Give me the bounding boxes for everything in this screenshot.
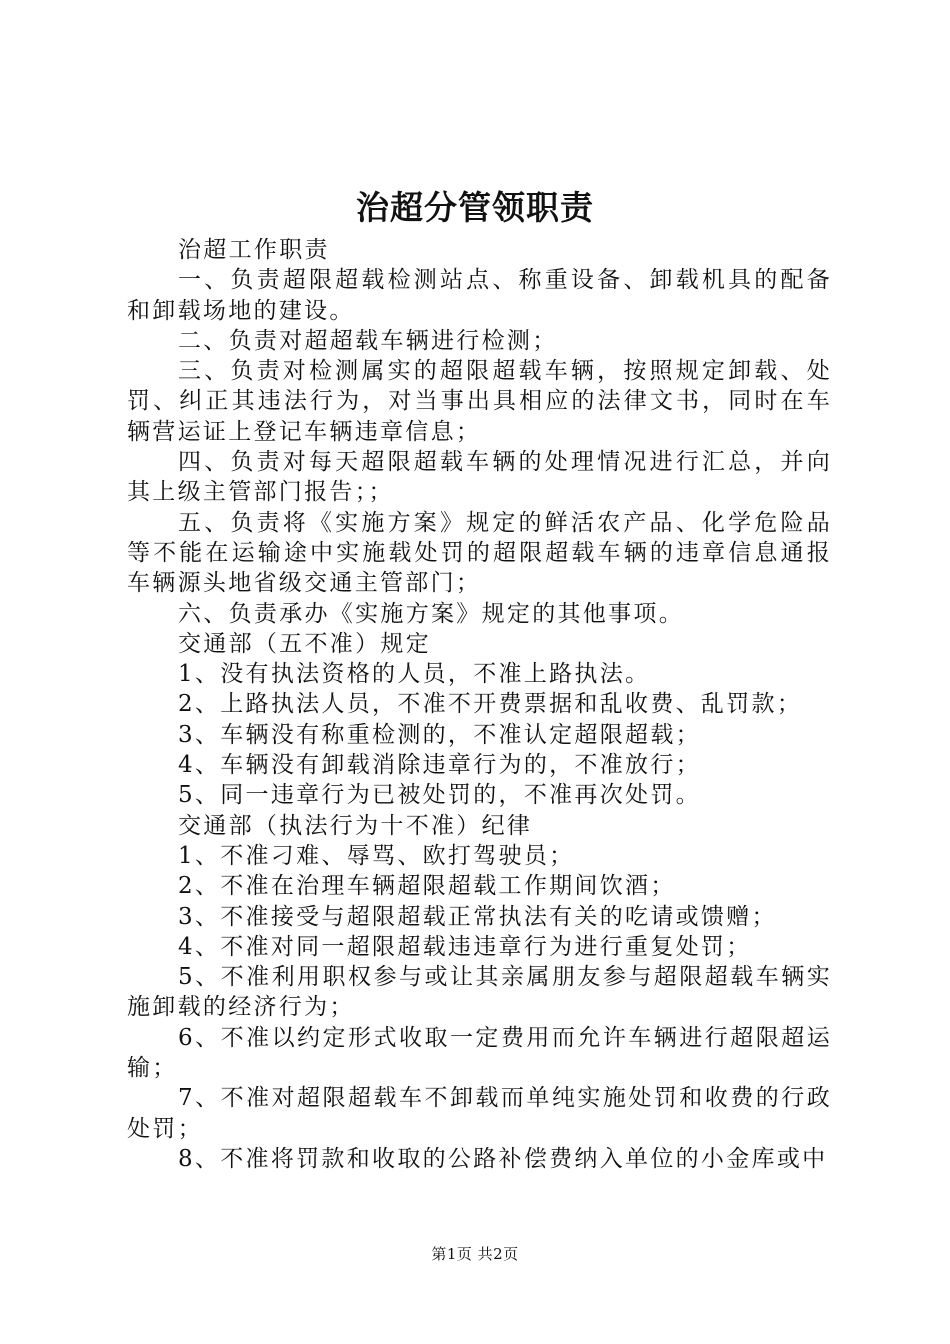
page-number-footer: 第1页 共2页 — [431, 1245, 519, 1263]
document-title: 治超分管领职责 — [356, 188, 594, 227]
paragraph: 7、不准对超限超载车不卸载而单纯实施处罚和收费的行政处罚； — [127, 1085, 832, 1142]
paragraph: 3、车辆没有称重检测的，不准认定超限超载； — [178, 721, 701, 748]
paragraph: 5、同一违章行为已被处罚的，不准再次处罚。 — [178, 782, 701, 809]
paragraph: 治超工作职责 — [178, 237, 330, 263]
paragraph: 4、不准对同一超限超载违违章行为进行重复处罚； — [178, 933, 752, 960]
document-body — [127, 235, 832, 1174]
paragraph: 四、负责对每天超限超载车辆的处理情况进行汇总，并向其上级主管部门报告；； — [127, 449, 832, 506]
paragraph: 五、负责将《实施方案》规定的鲜活农产品、化学危险品等不能在运输途中实施载处罚的超限超载车辆的违章信息通报车辆源头地省级交通主管部门； — [127, 509, 832, 597]
paragraph: 8、不准将罚款和收取的公路补偿费纳入单位的小金库或中 — [178, 1145, 828, 1172]
paragraph: 3、不准接受与超限超载正常执法有关的吃请或馈赠； — [178, 903, 777, 930]
paragraph: 三、负责对检测属实的超限超载车辆，按照规定卸载、处罚、纠正其违法行为，对当事出具相应的法律文书，同时在车辆营运证上登记车辆违章信息； — [127, 358, 832, 445]
paragraph: 一、负责超限超载检测站点、称重设备、卸载机具的配备和卸载场地的建设。 — [127, 267, 832, 324]
paragraph: 1、没有执法资格的人员，不准上路执法。 — [178, 661, 651, 688]
paragraph: 4、车辆没有卸载消除违章行为的，不准放行； — [178, 752, 701, 779]
paragraph: 6、不准以约定形式收取一定费用而允许车辆进行超限超运输； — [127, 1024, 832, 1082]
paragraph: 1、不准刁难、辱骂、欧打驾驶员； — [178, 842, 575, 869]
paragraph: 2、不准在治理车辆超限超载工作期间饮酒； — [178, 873, 676, 900]
paragraph: 六、负责承办《实施方案》规定的其他事项。 — [178, 600, 684, 627]
paragraph: 二、负责对超超载车辆进行检测； — [178, 327, 558, 354]
paragraph: 5、不准利用职权参与或让其亲属朋友参与超限超载车辆实施卸载的经济行为； — [127, 964, 832, 1021]
paragraph: 交通部（五不准）规定 — [178, 630, 431, 657]
paragraph: 2、上路执法人员，不准不开费票据和乱收费、乱罚款； — [178, 691, 803, 718]
paragraph: 交通部（执法行为十不准）纪律 — [178, 812, 533, 839]
